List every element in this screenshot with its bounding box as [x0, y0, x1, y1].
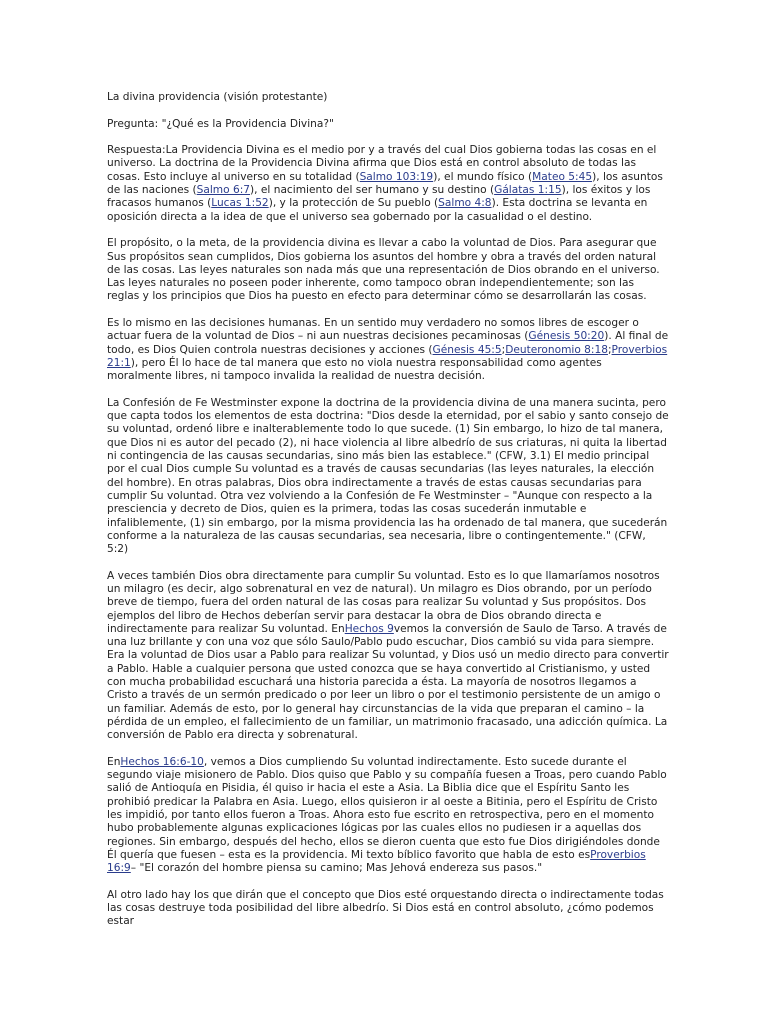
body-paragraph [107, 397, 669, 557]
paragraph-text: ), pero Él lo hace de tal manera que esto no viola nuestra responsabilidad como agentes moralmente libres, ni tampoco invalida la realidad de nuestra decisión. [107, 356, 602, 383]
body-paragraph [107, 756, 669, 876]
scripture-reference-link[interactable]: Salmo 4:8 [438, 197, 492, 210]
paragraph-text: ), los éxitos y los fracasos humanos ( [107, 184, 651, 210]
scripture-reference-link[interactable]: Gálatas 1:15 [494, 184, 562, 197]
paragraph-text: ). Al final de todo, es Dios Quien controla nuestras decisiones y acciones ( [107, 330, 669, 356]
scripture-reference-link[interactable]: Hechos 16:6-10 [120, 755, 204, 768]
body-paragraph [107, 570, 669, 743]
paragraph-text: ; [501, 343, 506, 356]
scripture-reference-link[interactable]: Génesis 50:20 [528, 330, 605, 343]
paragraph-text: El propósito, o la meta, de la providencia divina es llevar a cabo la voluntad de Dios. Para asegurar que Sus propósitos sean cumplidos, Dios gobierna los asuntos del hombre y obra a través del orden natural de las cosas. Las leyes naturales son nada más que una representación de Dios obrando en el universo. Las leyes naturales no poseen poder inherente, como tampoco obran independientemente; son las reglas y los principios que Dios ha puesto en efecto para determinar cómo se desarrollarán las cosas. [107, 237, 660, 303]
scripture-reference-link[interactable]: Génesis 45:5 [432, 343, 502, 356]
paragraph-text: A veces también Dios obra directamente para cumplir Su voluntad. Esto es lo que llamaríamos nosotros un milagro (es decir, algo sobrenatural en vez de natural). Un milagro es Dios obrando, por un período breve de tiempo, fuera del orden natural de las cosas para realizar Su voluntad y Sus propósitos. Dos ejemplos del libro de Hechos deberían servir para destacar la obra de Dios obrando directa e indirectamente para realizar Su voluntad. En [107, 569, 660, 635]
paragraph-text: ). Esta doctrina se levanta en oposición directa a la idea de que el universo sea gobernado por la casualidad o el destino. [107, 197, 648, 223]
body-paragraph [107, 144, 669, 224]
document-page [107, 91, 669, 942]
paragraph-text: ), y la protección de Su pueblo ( [268, 197, 439, 210]
paragraph-text: ), el mundo físico ( [433, 170, 533, 183]
document-body [107, 144, 669, 929]
paragraph-text: ; [607, 343, 612, 356]
scripture-reference-link[interactable]: Deuteronomio 8:18 [505, 343, 608, 356]
body-paragraph [107, 237, 669, 303]
paragraph-text: , vemos a Dios cumpliendo Su voluntad indirectamente. Esto sucede durante el segundo viaje misionero de Pablo. Dios quiso que Pablo y su compañía fuesen a Troas, pero cuando Pablo salió de Antioquía en Pisidia, él quiso ir hacia el este a Asia. La Biblia dice que el Espíritu Santo les prohibió predicar la Palabra en Asia. Luego, ellos quisieron ir al oeste a Bitinia, pero el Espíritu de Cristo les impidió, por tanto ellos fueron a Troas. Ahora esto fue escrito en retrospectiva, pero en el momento hubo probablemente algunas explicaciones lógicas por las cuales ellos no pudiesen ir a aquellas dos regiones. Sin embargo, después del hecho, ellos se dieron cuenta que esto fue Dios dirigiéndoles donde Él quería que fuesen – esta es la providencia. Mi texto bíblico favorito que habla de esto es [107, 755, 667, 861]
scripture-reference-link[interactable]: Proverbios 21:1 [107, 343, 668, 369]
scripture-reference-link[interactable]: Mateo 5:45 [532, 170, 593, 183]
paragraph-text: Respuesta:La Providencia Divina es el medio por y a través del cual Dios gobierna todas las cosas en el universo. La doctrina de la Providencia Divina afirma que Dios está en control absoluto de todas las cosas. Esto incluye al universo en su totalidad ( [107, 144, 657, 183]
paragraph-text: La Confesión de Fe Westminster expone la doctrina de la providencia divina de una manera sucinta, pero que capta todos los elementos de esta doctrina: "Dios desde la eternidad, por el sabio y santo consejo de su voluntad, ordenó libre e inalterablemente todo lo que sucede. (1) Sin embargo, lo hizo de tal manera, que Dios ni es autor del pecado (2), ni hace violencia al libre albedrío de sus criaturas, ni quita la libertad ni contingencia de las causas secundarias, sino más bien las establece." (CFW, 3.1) El medio principal por el cual Dios cumple Su voluntad es a través de causas secundarias (las leyes naturales, la elección del hombre). En otras palabras, Dios obra indirectamente a través de estas causas secundarias para cumplir Su voluntad. Otra vez volviendo a la Confesión de Fe Westminster – "Aunque con respecto a la presciencia y decreto de Dios, quien es la primera, todas las cosas sucederán inmutable e infaliblemente, (1) sin embargo, por la misma providencia las ha ordenado de tal manera, que sucederán conforme a la naturaleza de las causas secundarias, sea necesaria, libre o contingentemente." (CFW, 5:2) [107, 396, 669, 556]
paragraph-text: En [107, 755, 121, 768]
paragraph-text: vemos la conversión de Saulo de Tarso. A través de una luz brillante y con una voz que sólo Saulo/Pablo pudo escuchar, Dios cambió su vida para siempre. Era la voluntad de Dios usar a Pablo para realizar Su voluntad, y Dios usó un medio directo para convertir a Pablo. Hable a cualquier persona que usted conozca que se haya convertido al Cristianismo, y usted con mucha probabilidad escuchará una historia parecida a ésta. La mayoría de nosotros llegamos a Cristo a través de un sermón predicado o por leer un libro o por el testimonio persistente de un amigo o un familiar. Además de esto, por lo general hay circunstancias de la vida que preparan el camino – la pérdida de un empleo, el fallecimiento de un familiar, un matrimonio fracasado, una adicción química. La conversión de Pablo era directa y sobrenatural. [107, 622, 669, 742]
question-line: Pregunta: "¿Qué es la Providencia Divina?" [107, 117, 334, 130]
paragraph-text: ), el nacimiento del ser humano y su destino ( [250, 184, 495, 197]
body-paragraph [107, 317, 669, 383]
paragraph-text: Al otro lado hay los que dirán que el concepto que Dios esté orquestando directa o indirectamente todas las cosas destruye toda posibilidad del libre albedrío. Si Dios está en control absoluto, ¿cómo podemos estar [107, 888, 664, 928]
body-paragraph [107, 889, 669, 929]
scripture-reference-link[interactable]: Salmo 6:7 [196, 184, 251, 197]
document-title: La divina providencia (visión protestante) [107, 91, 328, 103]
scripture-reference-link[interactable]: Hechos 9 [344, 622, 394, 635]
scripture-reference-link[interactable]: Proverbios 16:9 [107, 848, 646, 875]
scripture-reference-link[interactable]: Lucas 1:52 [211, 197, 269, 210]
paragraph-text: – "El corazón del hombre piensa su camino; Mas Jehová endereza sus pasos." [130, 862, 543, 875]
scripture-reference-link[interactable]: Salmo 103:19 [359, 170, 434, 183]
paragraph-text: ), los asuntos de las naciones ( [107, 170, 663, 197]
paragraph-text: Es lo mismo en las decisiones humanas. En un sentido muy verdadero no somos libres de escoger o actuar fuera de la voluntad de Dios – ni aun nuestras decisiones pecaminosas ( [107, 317, 639, 343]
